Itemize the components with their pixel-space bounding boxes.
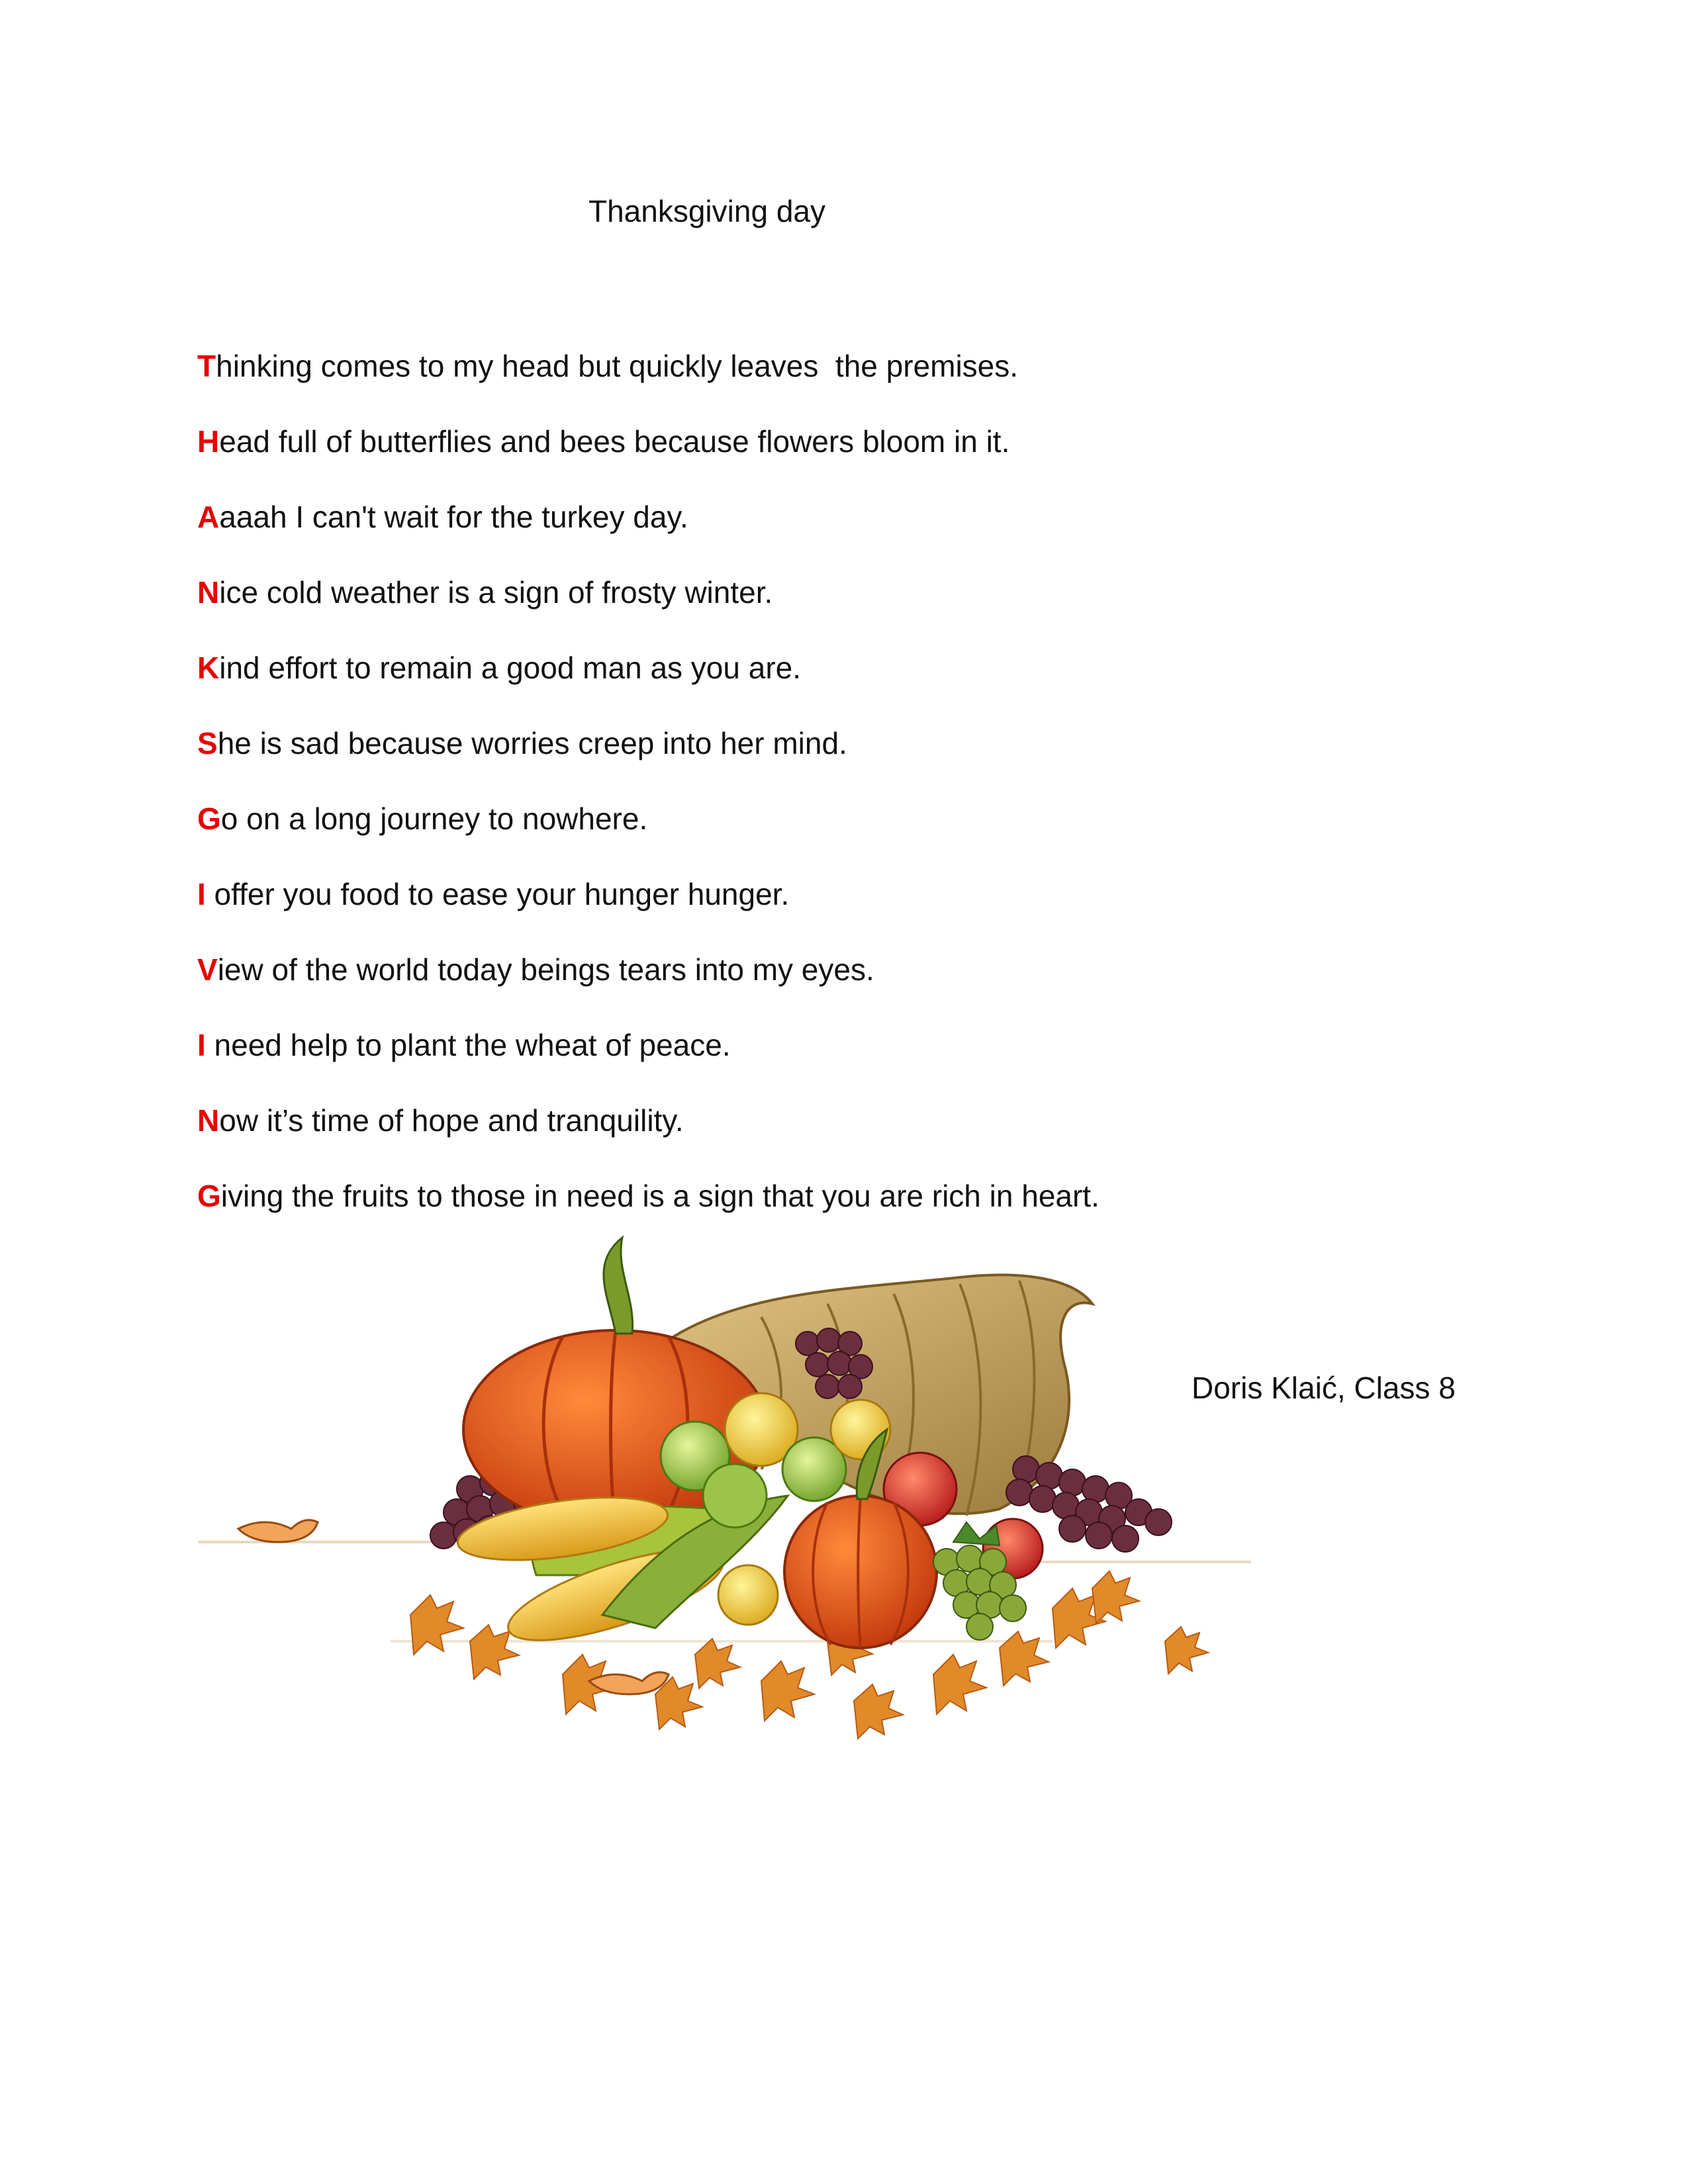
acrostic-poem [197,351,1100,1256]
poem-line-initial: I [197,1028,206,1062]
poem-line-initial: N [197,575,220,610]
poem-line [197,803,1100,879]
poem-line-text: need help to plant the wheat of peace. [205,1028,731,1062]
poem-line-text: iving the fruits to those in need is a sign that you are rich in heart. [220,1179,1100,1213]
page-title: Thanksgiving day [588,194,825,228]
poem-line-initial: G [197,1179,221,1213]
poem-line [197,728,1100,803]
poem-line-initial: V [197,952,218,987]
poem-line-initial: G [197,801,221,836]
poem-line [197,426,1100,502]
poem-line-text: iew of the world today beings tears into my eyes. [217,952,874,987]
poem-line-initial: A [197,500,220,534]
poem-line-initial: K [197,651,220,685]
poem-line-text: offer you food to ease your hunger hunger. [205,877,790,911]
poem-line-text: ow it’s time of hope and tranquility. [219,1103,684,1138]
poem-line-initial: I [197,877,206,911]
poem-line-text: aaah I can't wait for the turkey day. [219,500,688,534]
poem-line [197,1105,1100,1181]
poem-line [197,577,1100,653]
poem-line [197,1030,1100,1105]
poem-line-text: he is sad because worries creep into her mind. [217,726,847,760]
poem-line-initial: H [197,424,220,459]
poem-line [197,351,1100,426]
poem-line-text: hinking comes to my head but quickly leaves the premises. [216,349,1019,383]
poem-line [197,879,1100,954]
poem-line-initial: N [197,1103,220,1138]
poem-line-text: ice cold weather is a sign of frosty winter. [219,575,773,610]
author-signature: Doris Klaić, Class 8 [1192,1371,1456,1405]
poem-line-text: ead full of butterflies and bees because flowers bloom in it. [219,424,1010,459]
poem-line-text: o on a long journey to nowhere. [220,801,648,836]
cornucopia-harvest-illustration [192,1218,1251,1747]
poem-line-text: ind effort to remain a good man as you are. [219,651,802,685]
poem-line [197,954,1100,1030]
poem-line [197,502,1100,577]
poem-line-initial: S [197,726,218,760]
poem-line [197,653,1100,728]
poem-line-initial: T [197,349,216,383]
